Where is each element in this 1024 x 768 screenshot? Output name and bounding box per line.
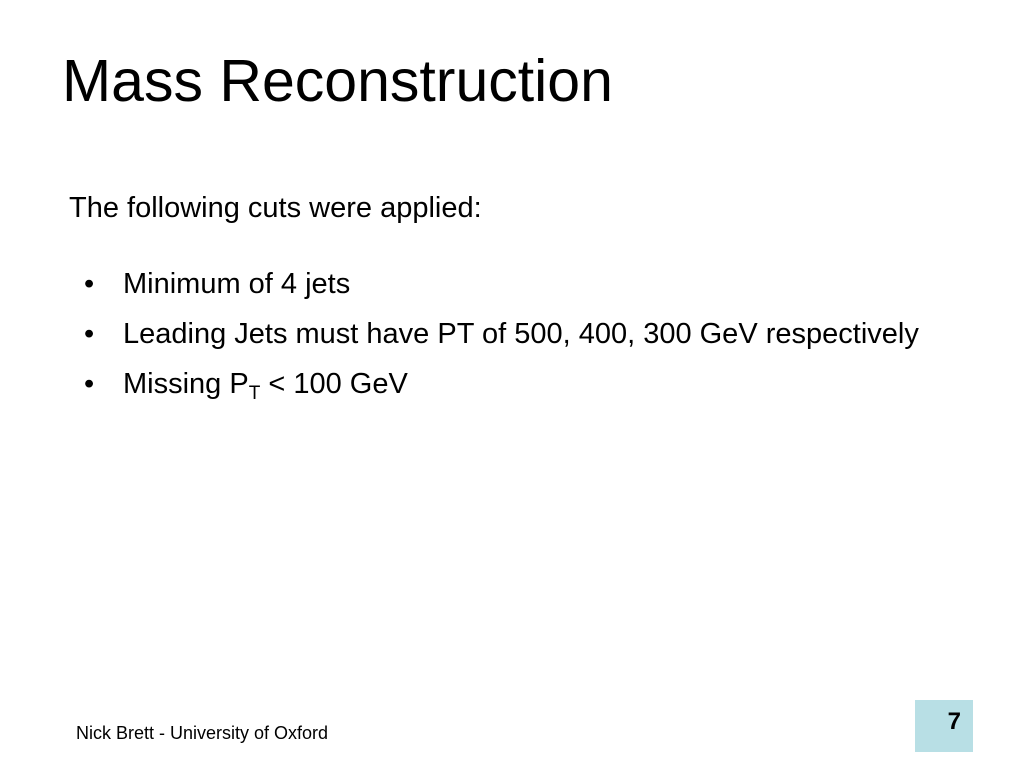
bullet-text: Leading Jets must have PT of 500, 400, 300 GeV respectively [123, 318, 919, 350]
slide-title: Mass Reconstruction [62, 48, 613, 114]
bullet-text [123, 368, 408, 404]
bullet-item-missing-pt [84, 364, 924, 404]
bullet-item-minimum-jets [84, 264, 924, 304]
bullet-list [84, 264, 924, 414]
bullet-point: • [84, 318, 95, 350]
bullet-point: • [84, 268, 95, 300]
intro-text: The following cuts were applied: [69, 192, 482, 224]
bullet-point: • [84, 368, 95, 400]
footer-author: Nick Brett - University of Oxford [76, 723, 329, 743]
transverse-subscript: T [248, 383, 261, 404]
page-number-box [915, 700, 973, 752]
missing-p-text: Missing P [123, 368, 249, 400]
bullet-item-leading-jets [84, 314, 924, 354]
bullet-text: Minimum of 4 jets [123, 268, 351, 300]
missing-pt-cut-text: < 100 GeV [260, 368, 408, 400]
page-number: 7 [947, 708, 961, 735]
